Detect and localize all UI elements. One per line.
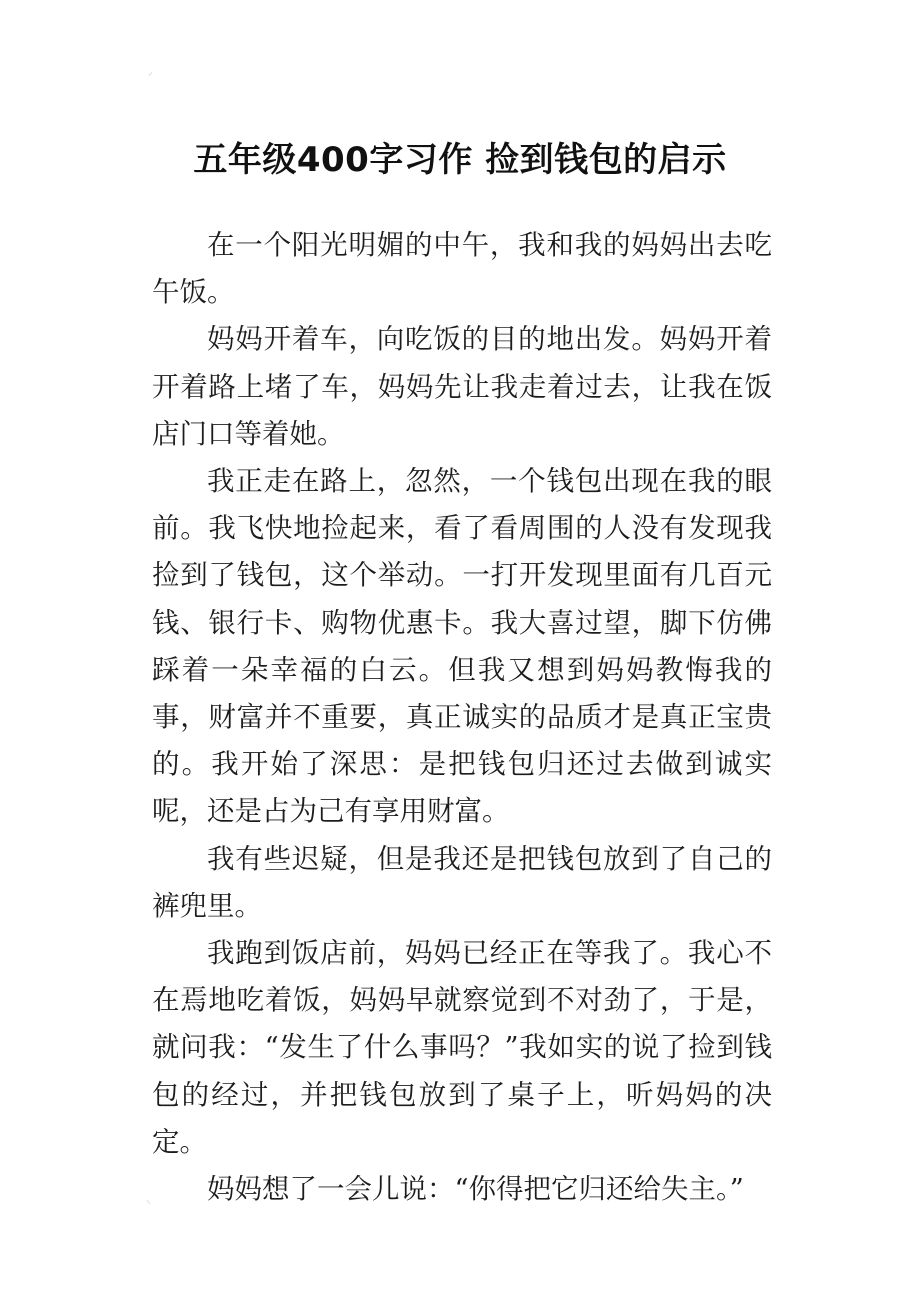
paragraph: 妈妈想了一会儿说：“你得把它归还给失主。” <box>207 1173 744 1206</box>
paragraph: 我有些迟疑，但是我还是把钱包放到了自己的裤兜里。 <box>152 842 772 922</box>
corner-mark-bottom: ⸜ <box>146 1195 151 1206</box>
paragraph: 妈妈开着车，向吃饭的目的地出发。妈妈开着开着路上堵了车，妈妈先让我走着过去，让我在饭店门口等着她。 <box>152 323 772 450</box>
corner-mark-top: ⸝ <box>148 67 153 78</box>
document-title: 五年级400字习作 捡到钱包的启示 <box>193 139 727 180</box>
paragraph: 我正走在路上，忽然，一个钱包出现在我的眼前。我飞快地捡起来，看了看周围的人没有发现我捡到了钱包，这个举动。一打开发现里面有几百元钱、银行卡、购物优惠卡。我大喜过望，脚下仿佛踩着一朵幸福的白云。但我又想到妈妈教悔我的事，财富并不重要，真正诚实的品质才是真正宝贵的。我开始了深思：是把钱包归还过去做到诚实呢，还是占为己有享用财富。 <box>152 465 772 828</box>
paragraph: 在一个阳光明媚的中午，我和我的妈妈出去吃午饭。 <box>152 229 772 309</box>
paragraph: 我跑到饭店前，妈妈已经正在等我了。我心不在焉地吃着饭，妈妈早就察觉到不对劲了，于是，就问我：“发生了什么事吗？”我如实的说了捡到钱包的经过，并把钱包放到了桌子上，听妈妈的决定。 <box>152 937 772 1158</box>
document-body <box>152 222 772 1213</box>
